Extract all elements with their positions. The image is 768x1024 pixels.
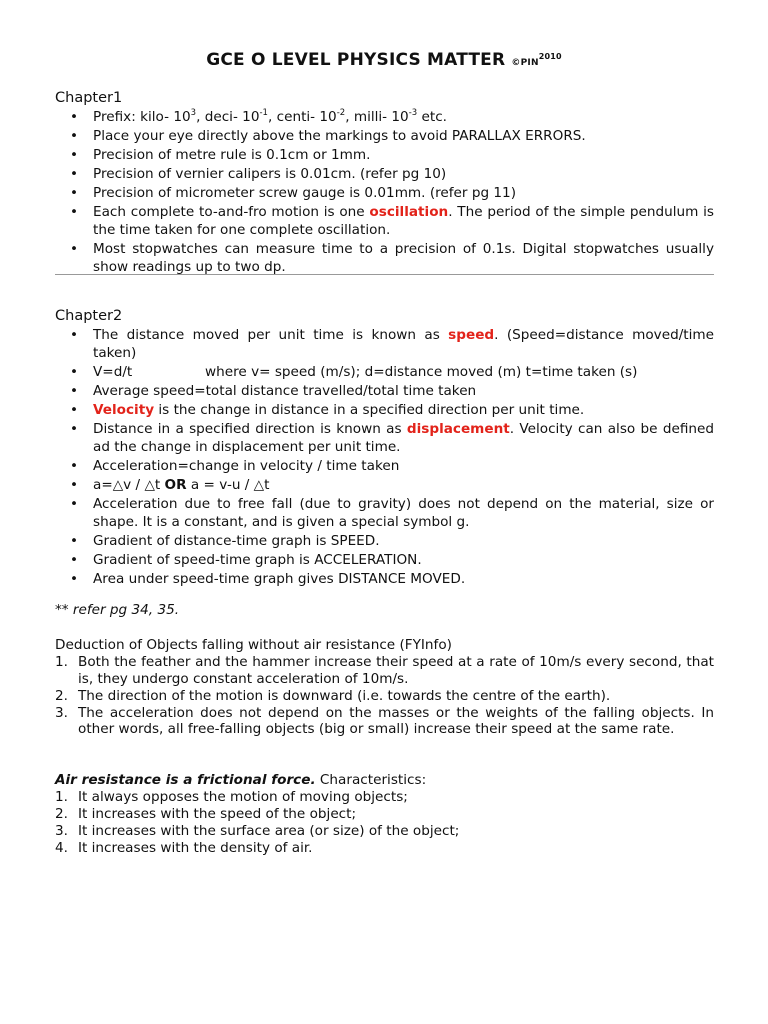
prefix-etc: etc. — [417, 109, 447, 125]
list-item — [55, 654, 714, 687]
osc-post: . The period of the simple pendulum is the time taken for one complete oscillation. — [93, 204, 714, 238]
list-text: The acceleration does not depend on the masses or the weights of the falling objects. In other words, all free-falling objects (big or small) increase their speed at the same rate. — [78, 704, 714, 738]
chapter1-heading: Chapter1 — [55, 90, 123, 106]
list-number: 2. — [55, 687, 68, 704]
list-item: • Most stopwatches can measure time to a precision of 0.1s. Digital stopwatches usually show readings up to two dp. — [55, 240, 714, 276]
disp-post: . Velocity can also be defined ad the change in displacement per unit time. — [93, 421, 714, 455]
list-item — [55, 401, 714, 419]
air-lead: Air resistance is a frictional force. — [55, 772, 316, 788]
list-text: It always opposes the motion of moving objects; — [78, 789, 408, 805]
list-item — [55, 840, 714, 857]
list-text: Both the feather and the hammer increase their speed at a rate of 10m/s every second, that is, they undergo constant acceleration of 10m/s. — [78, 654, 714, 687]
copyright-mark: ©PIN — [511, 58, 539, 68]
list-item — [55, 203, 714, 239]
list-item: • Average speed=total distance travelled/total time taken — [55, 382, 714, 400]
prefix-kilo-exp: 3 — [190, 108, 197, 118]
deduction-section — [55, 636, 714, 738]
list-number: 4. — [55, 840, 68, 857]
prefix-deci: , deci- 10 — [196, 109, 260, 125]
air-resistance-heading — [55, 771, 714, 789]
formula-vdt-legend: where v= speed (m/s); d=distance moved (m) t=time taken (s) — [205, 364, 638, 380]
list-number: 3. — [55, 704, 68, 721]
list-text: It increases with the density of air. — [78, 840, 313, 857]
formula-a2: a = v-u / △t — [186, 477, 270, 493]
deduction-heading: Deduction of Objects falling without air resistance (FYInfo) — [55, 637, 452, 653]
disp-pre: Distance in a specified direction is known as — [93, 421, 407, 437]
prefix-deci-exp: -1 — [259, 108, 268, 118]
list-item: • Precision of micrometer screw gauge is 0.01mm. (refer pg 11) — [55, 184, 714, 202]
chapter1-list — [55, 108, 714, 276]
copyright-year: 2010 — [538, 52, 562, 61]
speed-post: . (Speed=distance moved/time taken) — [93, 327, 714, 361]
list-number: 1. — [55, 789, 68, 805]
list-item: • Gradient of distance-time graph is SPEED. — [55, 532, 714, 550]
prefix-centi: , centi- 10 — [267, 109, 337, 125]
chapter2-heading: Chapter2 — [55, 308, 123, 324]
refer-note: ** refer pg 34, 35. — [55, 602, 180, 618]
title-main: GCE O LEVEL PHYSICS MATTER — [206, 50, 506, 70]
list-item — [55, 476, 714, 494]
list-item — [55, 420, 714, 456]
chapter1-section — [55, 89, 714, 277]
list-number: 3. — [55, 823, 68, 840]
formula-a1: a=△v / △t — [93, 477, 165, 493]
list-item — [55, 705, 714, 738]
page-title — [0, 50, 768, 70]
prefix-milli-exp: -3 — [408, 108, 418, 118]
list-text: The direction of the motion is downward (i.e. towards the centre of the earth). — [78, 687, 611, 704]
osc-pre: Each complete to-and-fro motion is one — [93, 204, 370, 220]
list-item: • Acceleration=change in velocity / time taken — [55, 457, 714, 475]
section-divider — [55, 274, 714, 275]
refer-note-section — [55, 601, 714, 619]
velocity-post: is the change in distance in a specified direction per unit time. — [154, 402, 585, 418]
keyword-displacement: displacement — [406, 421, 510, 437]
list-item — [55, 688, 714, 705]
prefix-milli: , milli- 10 — [345, 109, 409, 125]
air-resistance-list — [55, 789, 714, 857]
deduction-list — [55, 654, 714, 738]
chapter2-section — [55, 307, 714, 589]
list-item — [55, 806, 714, 823]
list-text: It increases with the speed of the object; — [78, 806, 357, 823]
list-item: • Place your eye directly above the markings to avoid PARALLAX ERRORS. — [55, 127, 714, 145]
list-item: • Area under speed-time graph gives DISTANCE MOVED. — [55, 570, 714, 588]
speed-pre: The distance moved per unit time is known as — [93, 327, 449, 343]
air-resistance-section — [55, 771, 714, 857]
keyword-speed: speed — [448, 327, 495, 343]
list-item — [55, 108, 714, 126]
list-number: 1. — [55, 654, 68, 670]
air-rest: Characteristics: — [315, 772, 427, 788]
formula-vdt: V=d/t — [93, 364, 133, 380]
list-number: 2. — [55, 806, 68, 823]
prefix-kilo: Prefix: kilo- 10 — [93, 109, 191, 125]
list-item: • Acceleration due to free fall (due to gravity) does not depend on the material, size or shape. It is a constant, and is given a special symbol g. — [55, 495, 714, 531]
chapter2-list — [55, 326, 714, 588]
keyword-velocity: Velocity — [93, 402, 155, 418]
list-item: • Gradient of speed-time graph is ACCELERATION. — [55, 551, 714, 569]
list-item — [55, 823, 714, 840]
list-text: It increases with the surface area (or size) of the object; — [78, 823, 460, 840]
prefix-centi-exp: -2 — [336, 108, 346, 118]
list-item — [55, 326, 714, 362]
keyword-oscillation: oscillation — [369, 204, 449, 220]
formula-or: OR — [164, 477, 187, 493]
list-item — [55, 363, 714, 381]
list-item: • Precision of vernier calipers is 0.01cm. (refer pg 10) — [55, 165, 714, 183]
list-item: • Precision of metre rule is 0.1cm or 1mm. — [55, 146, 714, 164]
list-item — [55, 789, 714, 806]
